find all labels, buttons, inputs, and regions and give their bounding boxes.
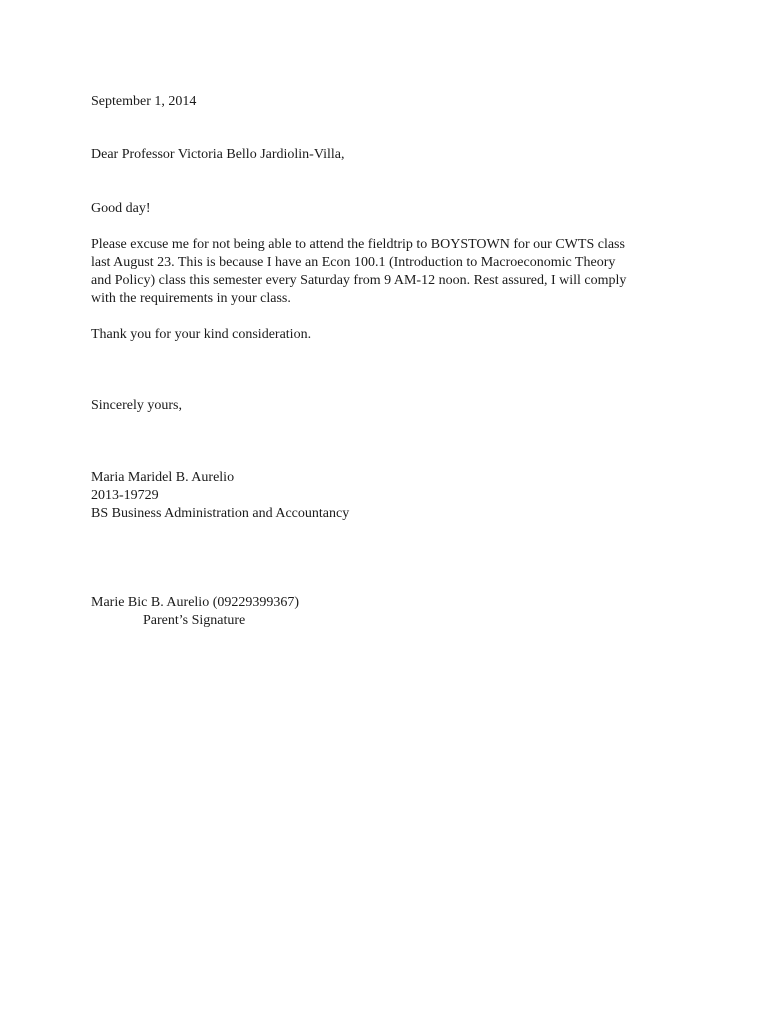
letter-greeting: Good day!: [91, 201, 151, 216]
body-line: with the requirements in your class.: [91, 291, 291, 306]
sender-name: Maria Maridel B. Aurelio: [91, 470, 235, 485]
letter-salutation: Dear Professor Victoria Bello Jardiolin-Villa,: [91, 147, 345, 162]
body-line: and Policy) class this semester every Saturday from 9 AM-12 noon. Rest assured, I will comply: [91, 273, 627, 288]
parent-signature-label: Parent’s Signature: [143, 613, 246, 628]
letter-closing: Sincerely yours,: [91, 398, 182, 413]
body-line: Please excuse me for not being able to attend the fieldtrip to BOYSTOWN for our CWTS class: [91, 237, 625, 252]
letter-date: September 1, 2014: [91, 94, 197, 109]
letter-thanks: Thank you for your kind consideration.: [91, 327, 312, 342]
sender-student-number: 2013-19729: [91, 488, 159, 503]
body-line: last August 23. This is because I have an Econ 100.1 (Introduction to Macroeconomic Theory: [91, 255, 616, 270]
parent-name-contact: Marie Bic B. Aurelio (09229399367): [91, 595, 300, 610]
sender-program: BS Business Administration and Accountancy: [91, 506, 350, 521]
